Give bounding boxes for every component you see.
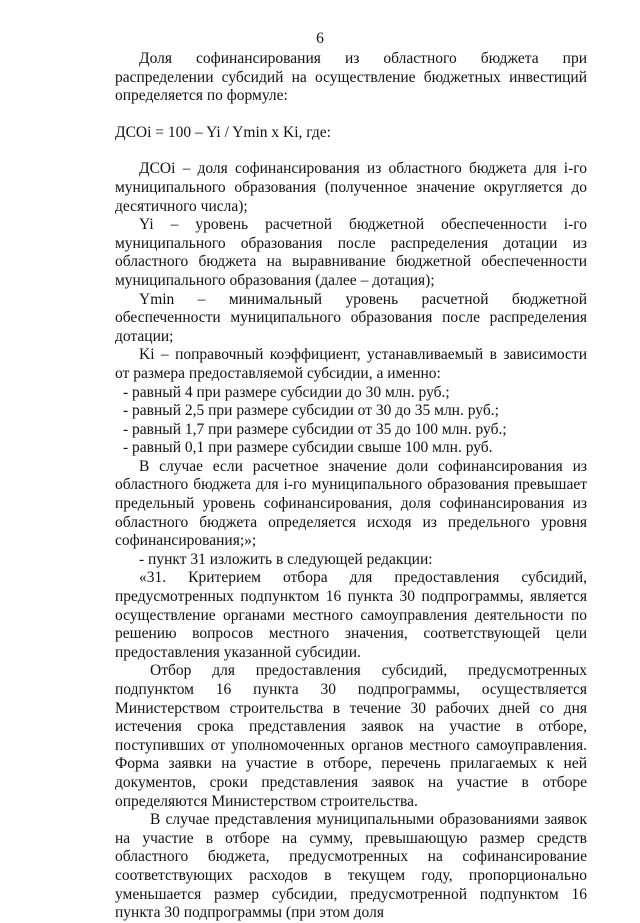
list-item: - равный 2,5 при размере субсидии от 30 до 35 млн. руб.; [123, 402, 499, 420]
formula-line: ДСОi = 100 – Yi / Ymin x Ki, где: [115, 123, 331, 141]
list-item: - равный 1,7 при размере субсидии от 35 до 100 млн. руб.; [123, 420, 507, 438]
list-item: - равный 4 при размере субсидии до 30 млн. руб.; [123, 383, 450, 401]
paragraph-point31-text: «31. Критерием отбора для предоставления субсидий, предусмотренных подпунктом 16 пункта 30 подпрограммы, является осуществление органами местного самоуправления деятельности по решению вопросов местного значения, соответствующей цели предоставления указанной субсидии. [115, 569, 587, 661]
paragraph-point31-intro: - пункт 31 изложить в следующей редакции: [139, 550, 433, 568]
paragraph-def-yi: Yi – уровень расчетной бюджетной обеспеченности i-го муниципального образования после распределения дотации из областного бюджета на выравнивание бюджетной обеспеченности муниципального образования (далее – дотация); [115, 216, 587, 289]
paragraph-def-ymin: Ymin – минимальный уровень расчетной бюджетной обеспеченности муниципального образования после распределения дотации; [115, 290, 587, 345]
paragraph-exceeds: В случае если расчетное значение доли софинансирования из областного бюджета для i-го муниципального образования превышает предельный уровень софинансирования, доля софинансирования из областного бюджета определяется исходя из предельного уровня софинансирования;»; [115, 457, 587, 550]
paragraph-def-ki: Ki – поправочный коэффициент, устанавливаемый в зависимости от размера предоставляемой субсидии, а именно: [115, 346, 587, 382]
list-item: - равный 0,1 при размере субсидии свыше 100 млн. руб. [123, 439, 493, 457]
page-number: 6 [316, 30, 324, 47]
paragraph-reduction: В случае представления муниципальными образованиями заявок на участие в отборе на сумму, превышающую размер средств областного бюджета, предусмотренных на софинансирование соответствующих расходов в текущем году, пропорционально уменьшается размер субсидии, предусмотренной подпунктом 16 пункта 30 подпрограммы (при этом доля [115, 811, 587, 922]
paragraph-selection: Отбор для предоставления субсидий, предусмотренных подпунктом 16 пункта 30 подпрограммы, осуществляется Министерством строительства в течение 30 рабочих дней со дня истечения срока представления заявок на участие в отборе, поступивших от уполномоченных органов местного самоуправления. Форма заявки на участие в отборе, перечень прилагаемых к ней документов, сроки представления заявок на участие в отборе определяются Министерством строительства. [115, 662, 587, 810]
paragraph-def-dsoi: ДСОi – доля софинансирования из областного бюджета для i-го муниципального образования (полученное значение округляется до десятичного числа); [115, 160, 587, 215]
paragraph-intro: Доля софинансирования из областного бюджета при распределении субсидий на осуществление бюджетных инвестиций определяется по формуле: [115, 50, 587, 105]
document-body [115, 50, 587, 923]
